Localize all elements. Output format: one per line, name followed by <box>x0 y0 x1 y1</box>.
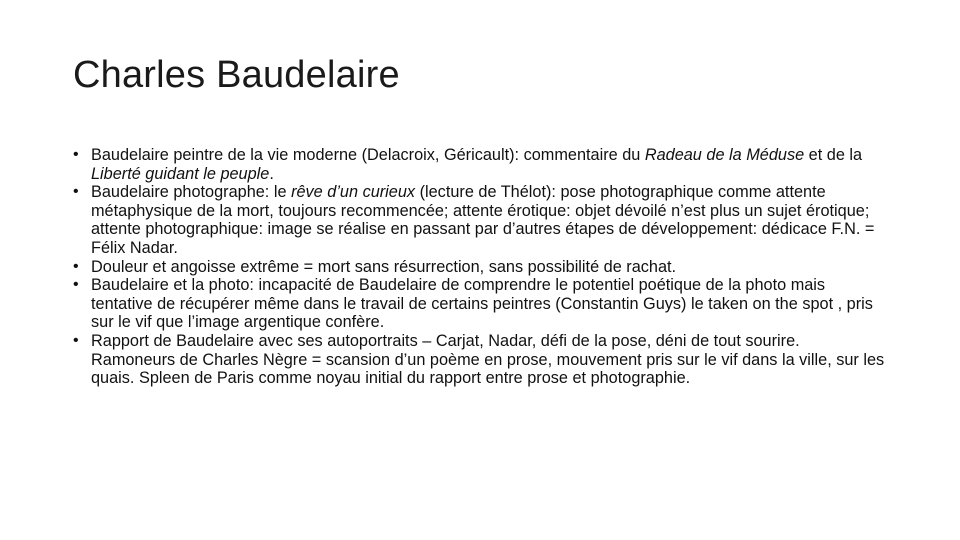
bullet-text-segment: Rapport de Baudelaire avec ses autoportraits – Carjat, Nadar, défi de la pose, déni de tout sourire. Ramoneurs de Charles Nègre = scansion d’un poème en prose, mouvement pris sur le vif dans la ville, sur les quais. Spleen de Paris comme noyau initial du rapport entre prose et photographie. <box>91 331 885 388</box>
italic-title-text: Liberté guidant le peuple <box>91 164 270 183</box>
bullet-dot-icon: • <box>73 146 79 163</box>
bullet-item <box>73 332 888 388</box>
bullet-text <box>91 183 888 257</box>
slide-title: Charles Baudelaire <box>73 54 400 96</box>
bullet-text-segment: et de la <box>804 146 863 164</box>
bullet-text-segment: . <box>269 164 274 183</box>
bullet-text <box>91 332 888 388</box>
bullet-text-segment: Douleur et angoisse extrême = mort sans résurrection, sans possibilité de rachat. <box>91 257 677 276</box>
bullet-item <box>73 146 888 183</box>
bullet-list <box>73 146 888 388</box>
bullet-item <box>73 258 888 277</box>
bullet-text <box>91 258 888 277</box>
bullet-item <box>73 276 888 332</box>
bullet-text <box>91 146 888 183</box>
bullet-item <box>73 183 888 257</box>
bullet-dot-icon: • <box>73 331 79 349</box>
bullet-text-segment: (lecture de Thélot): pose photographique comme attente métaphysique de la mort, toujours recommencée; attente érotique: objet dévoilé n’est plus un sujet érotique; attente photographique: image se réalise en passant par d’autres étapes de développement: dédicace F.N. = Félix Nadar. <box>91 183 875 257</box>
bullet-text-segment: Baudelaire et la photo: incapacité de Baudelaire de comprendre le potentiel poétique de la photo mais tentative de récupérer même dans le travail de certains peintres (Constantin Guys) le taken on the spot , pris sur le vif que l’image argentique confère. <box>91 276 873 332</box>
bullet-dot-icon: • <box>73 276 79 294</box>
bullet-dot-icon: • <box>73 183 79 201</box>
bullet-text-segment: Baudelaire photographe: le <box>91 183 292 202</box>
bullet-dot-icon: • <box>73 257 79 275</box>
bullet-text <box>91 276 888 332</box>
bullet-text-segment: Baudelaire peintre de la vie moderne (Delacroix, Géricault): commentaire du <box>91 146 645 164</box>
italic-title-text: Radeau de la Méduse <box>644 146 805 164</box>
italic-title-text: rêve d’un curieux <box>291 183 416 202</box>
